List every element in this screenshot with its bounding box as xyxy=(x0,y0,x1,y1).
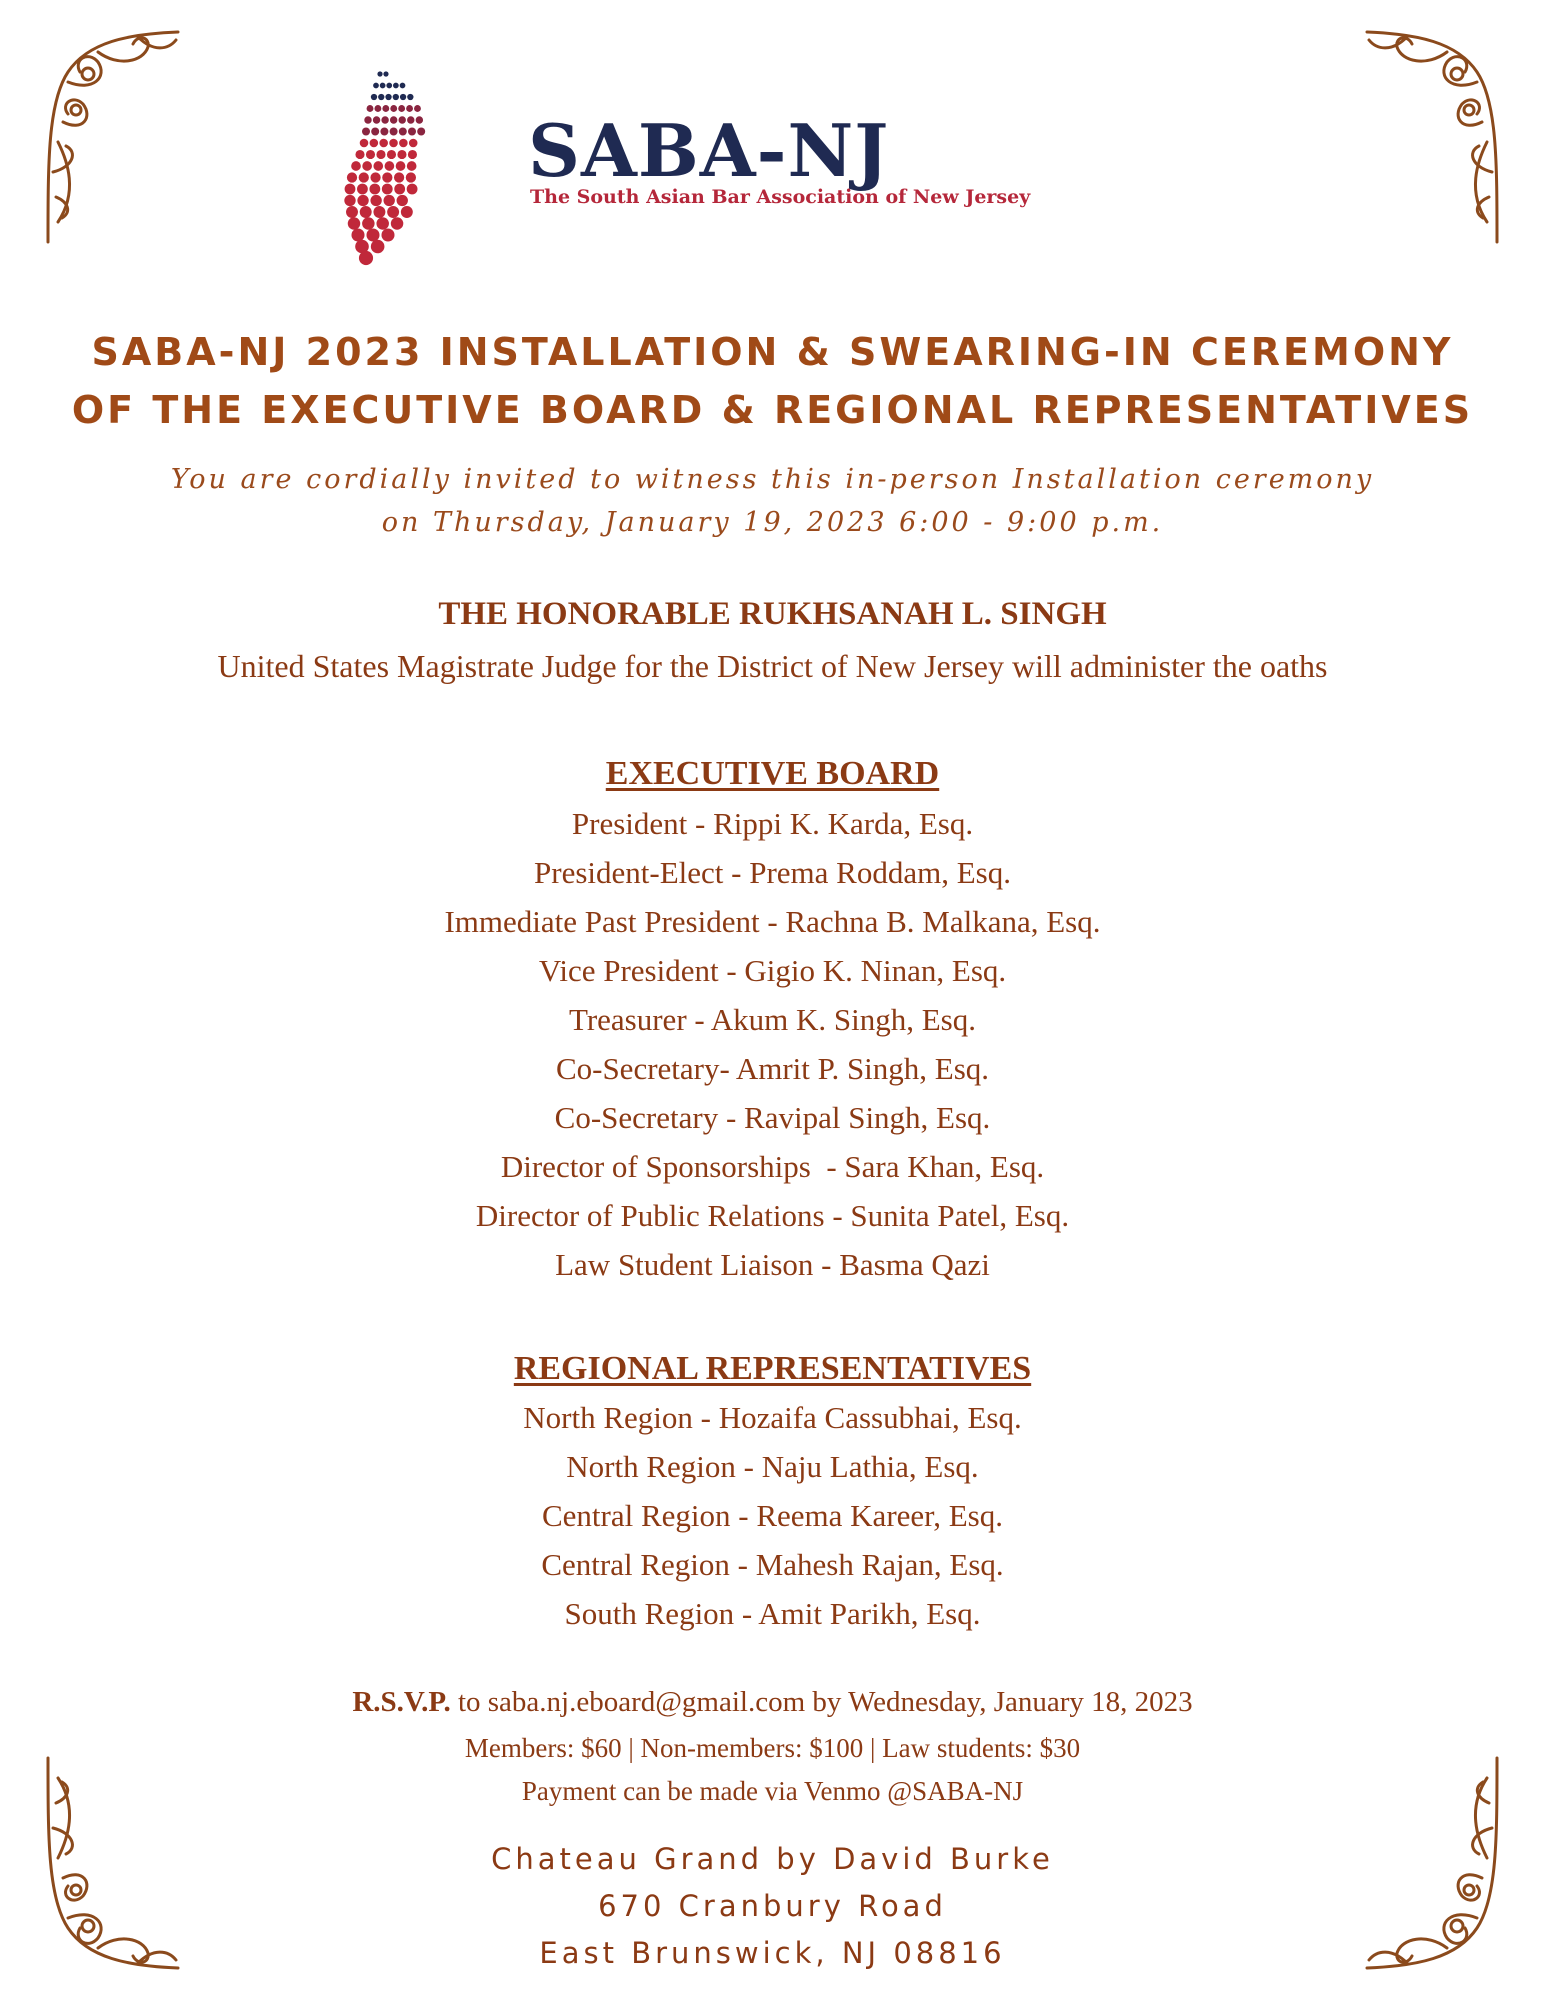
event-title-line-2: OF THE EXECUTIVE BOARD & REGIONAL REPRESENTATIVES xyxy=(71,388,1474,432)
list-item: Central Region - Mahesh Rajan, Esq. xyxy=(541,1547,1004,1582)
corner-ornament-top-left xyxy=(38,22,188,252)
list-item: Co-Secretary - Ravipal Singh, Esq. xyxy=(554,1100,991,1135)
venue-street: 670 Cranbury Road xyxy=(598,1889,947,1923)
logo-title: SABA-NJ xyxy=(528,108,890,193)
rsvp-label: R.S.V.P. xyxy=(352,1686,451,1718)
rsvp-line xyxy=(0,1686,1545,1719)
invitation-line-1: You are cordially invited to witness this in-person Installation ceremony xyxy=(170,464,1375,495)
judge-role: United States Magistrate Judge for the District of New Jersey will administer the oaths xyxy=(217,648,1328,684)
payment-info: Payment can be made via Venmo @SABA-NJ xyxy=(521,1776,1024,1806)
logo-subtitle: The South Asian Bar Association of New Jersey xyxy=(530,186,1031,208)
list-item: Vice President - Gigio K. Ninan, Esq. xyxy=(538,953,1007,988)
list-item: Director of Sponsorships - Sara Khan, Esq. xyxy=(500,1149,1045,1184)
executive-board-list xyxy=(0,799,1545,1289)
venue-name: Chateau Grand by David Burke xyxy=(491,1842,1054,1876)
venue-city: East Brunswick, NJ 08816 xyxy=(539,1936,1006,1970)
event-title-line-1: SABA-NJ 2023 INSTALLATION & SWEARING-IN CEREMONY xyxy=(91,330,1454,374)
rsvp-details: to saba.nj.eboard@gmail.com by Wednesday, January 18, 2023 xyxy=(457,1686,1193,1718)
regional-representatives-list xyxy=(0,1393,1545,1638)
list-item: President - Rippi K. Karda, Esq. xyxy=(571,806,974,841)
list-item: South Region - Amit Parikh, Esq. xyxy=(564,1596,981,1631)
executive-board-heading: EXECUTIVE BOARD xyxy=(605,755,940,792)
judge-name: THE HONORABLE RUKHSANAH L. SINGH xyxy=(438,596,1107,632)
regional-representatives-heading: REGIONAL REPRESENTATIVES xyxy=(513,1350,1032,1387)
list-item: North Region - Hozaifa Cassubhai, Esq. xyxy=(523,1400,1022,1435)
ticket-prices: Members: $60 | Non-members: $100 | Law students: $30 xyxy=(464,1733,1081,1763)
invitation-line-2: on Thursday, January 19, 2023 6:00 - 9:00 p.m. xyxy=(381,507,1164,538)
nj-map-dots-icon xyxy=(340,68,480,273)
logo xyxy=(340,68,1160,278)
list-item: Immediate Past President - Rachna B. Malkana, Esq. xyxy=(444,904,1101,939)
corner-ornament-top-right xyxy=(1357,22,1507,252)
flourish-icon xyxy=(38,22,188,252)
list-item: Treasurer - Akum K. Singh, Esq. xyxy=(568,1002,976,1037)
list-item: North Region - Naju Lathia, Esq. xyxy=(566,1449,979,1484)
list-item: President-Elect - Prema Roddam, Esq. xyxy=(534,855,1011,890)
list-item: Central Region - Reema Kareer, Esq. xyxy=(541,1498,1003,1533)
list-item: Co-Secretary- Amrit P. Singh, Esq. xyxy=(555,1051,990,1086)
list-item: Law Student Liaison - Basma Qazi xyxy=(555,1247,990,1282)
flourish-icon xyxy=(1357,22,1507,252)
list-item: Director of Public Relations - Sunita Patel, Esq. xyxy=(475,1198,1070,1233)
